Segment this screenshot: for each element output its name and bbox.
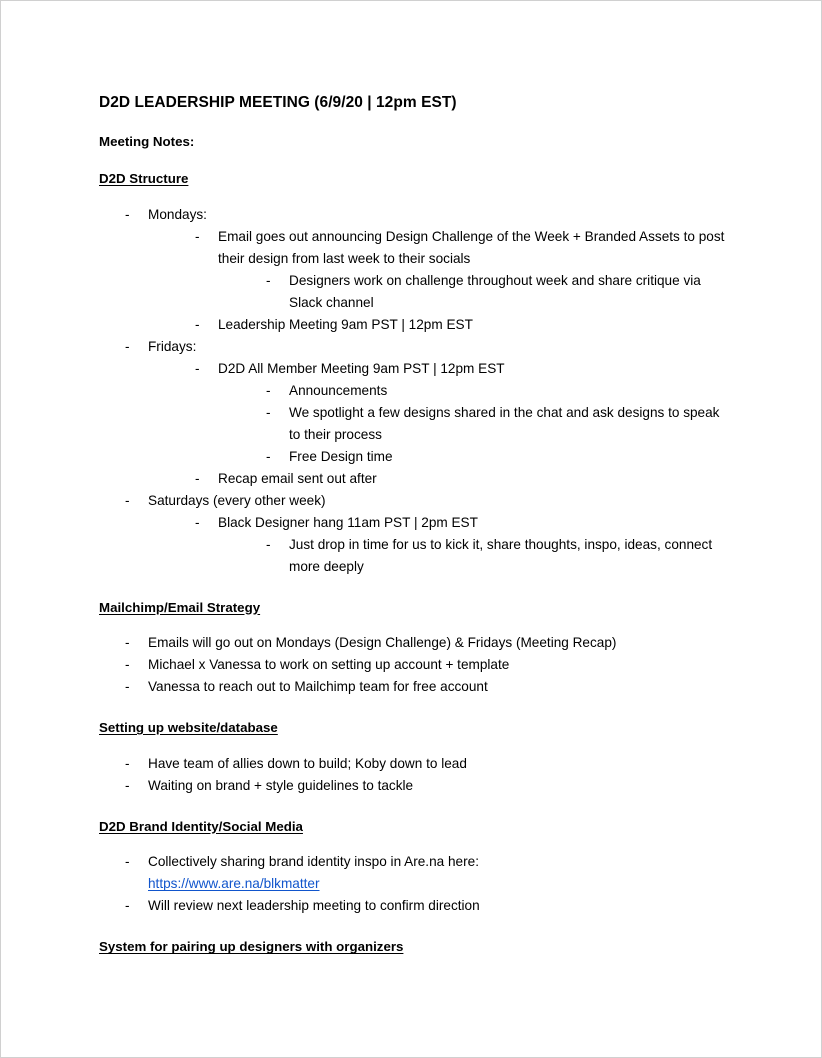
bullet-dash-icon: - — [195, 228, 200, 244]
list-item — [125, 775, 729, 797]
list-item — [125, 753, 729, 775]
list-item-label: Have team of allies down to build; Koby down to lead — [148, 755, 467, 771]
bullet-list-level2 — [195, 512, 729, 578]
bullet-dash-icon: - — [195, 360, 200, 376]
bullet-dash-icon: - — [195, 514, 200, 530]
bullet-dash-icon: - — [266, 536, 271, 552]
bullet-dash-icon: - — [266, 382, 271, 398]
list-item-label: Email goes out announcing Design Challenge of the Week + Branded Assets to post their design from last week to their socials — [218, 228, 725, 266]
list-item — [195, 358, 729, 468]
list-item — [125, 676, 729, 698]
list-item-label: Black Designer hang 11am PST | 2pm EST — [218, 514, 478, 530]
list-item — [195, 314, 729, 336]
list-item-label: D2D All Member Meeting 9am PST | 12pm EST — [218, 360, 505, 376]
list-item-label: We spotlight a few designs shared in the chat and ask designs to speak to their process — [289, 404, 720, 442]
bullet-dash-icon: - — [125, 679, 130, 695]
list-item — [125, 204, 729, 336]
list-item-label: Designers work on challenge throughout week and share critique via Slack channel — [289, 272, 701, 310]
list-item — [266, 380, 729, 402]
list-item — [125, 654, 729, 676]
arena-link[interactable]: https://www.are.na/blkmatter — [148, 876, 320, 892]
list-item — [266, 270, 729, 314]
list-item — [195, 512, 729, 578]
list-item — [125, 851, 729, 895]
bullet-list-level3 — [266, 380, 729, 468]
document-content — [99, 93, 729, 972]
list-item-label: Vanessa to reach out to Mailchimp team for free account — [148, 679, 488, 695]
list-item — [266, 534, 729, 578]
list-item-label: Mondays: — [148, 206, 207, 222]
list-item — [125, 336, 729, 490]
section-heading-d2d-structure — [99, 171, 729, 188]
bullet-dash-icon: - — [125, 777, 130, 793]
bullet-dash-icon: - — [195, 316, 200, 332]
list-item — [125, 632, 729, 654]
list-item-label: Recap email sent out after — [218, 470, 377, 486]
bullet-dash-icon: - — [125, 898, 130, 914]
list-item-label: Michael x Vanessa to work on setting up account + template — [148, 657, 510, 673]
section-heading-label: D2D Brand Identity/Social Media — [99, 818, 303, 834]
list-item — [266, 446, 729, 468]
bullet-list-level1 — [125, 632, 729, 698]
bullet-dash-icon: - — [125, 338, 130, 354]
list-item-label: Just drop in time for us to kick it, share thoughts, inspo, ideas, connect more deeply — [289, 536, 713, 574]
bullet-dash-icon: - — [125, 206, 130, 222]
list-item-text: Collectively sharing brand identity inspo in Are.na here: — [148, 854, 479, 870]
section-heading-mailchimp-email-strategy — [99, 600, 729, 617]
list-item-label — [148, 851, 729, 895]
list-item — [125, 490, 729, 578]
bullet-dash-icon: - — [125, 492, 130, 508]
bullet-dash-icon: - — [266, 404, 271, 420]
section-heading-system-for-pairing-up-designers-with-organizers — [99, 939, 729, 956]
bullet-dash-icon: - — [266, 448, 271, 464]
list-item — [266, 402, 729, 446]
bullet-dash-icon: - — [125, 635, 130, 651]
bullet-list-level3 — [266, 270, 729, 314]
section-heading-setting-up-website-database — [99, 720, 729, 737]
bullet-list-level2 — [195, 358, 729, 490]
list-item-label: Emails will go out on Mondays (Design Challenge) & Fridays (Meeting Recap) — [148, 635, 617, 651]
section-heading-label: System for pairing up designers with organizers — [99, 939, 404, 955]
section-heading-label: Setting up website/database — [99, 720, 278, 736]
list-item-label: Announcements — [289, 382, 388, 398]
bullet-dash-icon: - — [266, 272, 271, 288]
bullet-list-level1 — [125, 851, 729, 917]
bullet-list-level1 — [125, 204, 729, 578]
section-heading-label: D2D Structure — [99, 170, 189, 186]
bullet-list-level3 — [266, 534, 729, 578]
bullet-list-level2 — [195, 226, 729, 336]
list-item — [125, 895, 729, 917]
list-item — [195, 226, 729, 314]
section-heading-d2d-brand-identity-social-media — [99, 819, 729, 836]
page-title: D2D LEADERSHIP MEETING (6/9/20 | 12pm EST) — [99, 94, 457, 111]
bullet-list-level1 — [125, 753, 729, 797]
bullet-dash-icon: - — [195, 470, 200, 486]
bullet-dash-icon: - — [125, 854, 130, 870]
list-item-label: Leadership Meeting 9am PST | 12pm EST — [218, 316, 473, 332]
list-item-label: Waiting on brand + style guidelines to tackle — [148, 777, 414, 793]
bullet-dash-icon: - — [125, 657, 130, 673]
bullet-dash-icon: - — [125, 755, 130, 771]
list-item-label: Will review next leadership meeting to confirm direction — [148, 898, 480, 914]
section-heading-label: Mailchimp/Email Strategy — [99, 599, 261, 615]
list-item-label: Saturdays (every other week) — [148, 492, 326, 508]
list-item — [195, 468, 729, 490]
list-item-label: Fridays: — [148, 338, 197, 354]
list-item-label: Free Design time — [289, 448, 393, 464]
meeting-notes-subheading: Meeting Notes: — [99, 134, 195, 150]
